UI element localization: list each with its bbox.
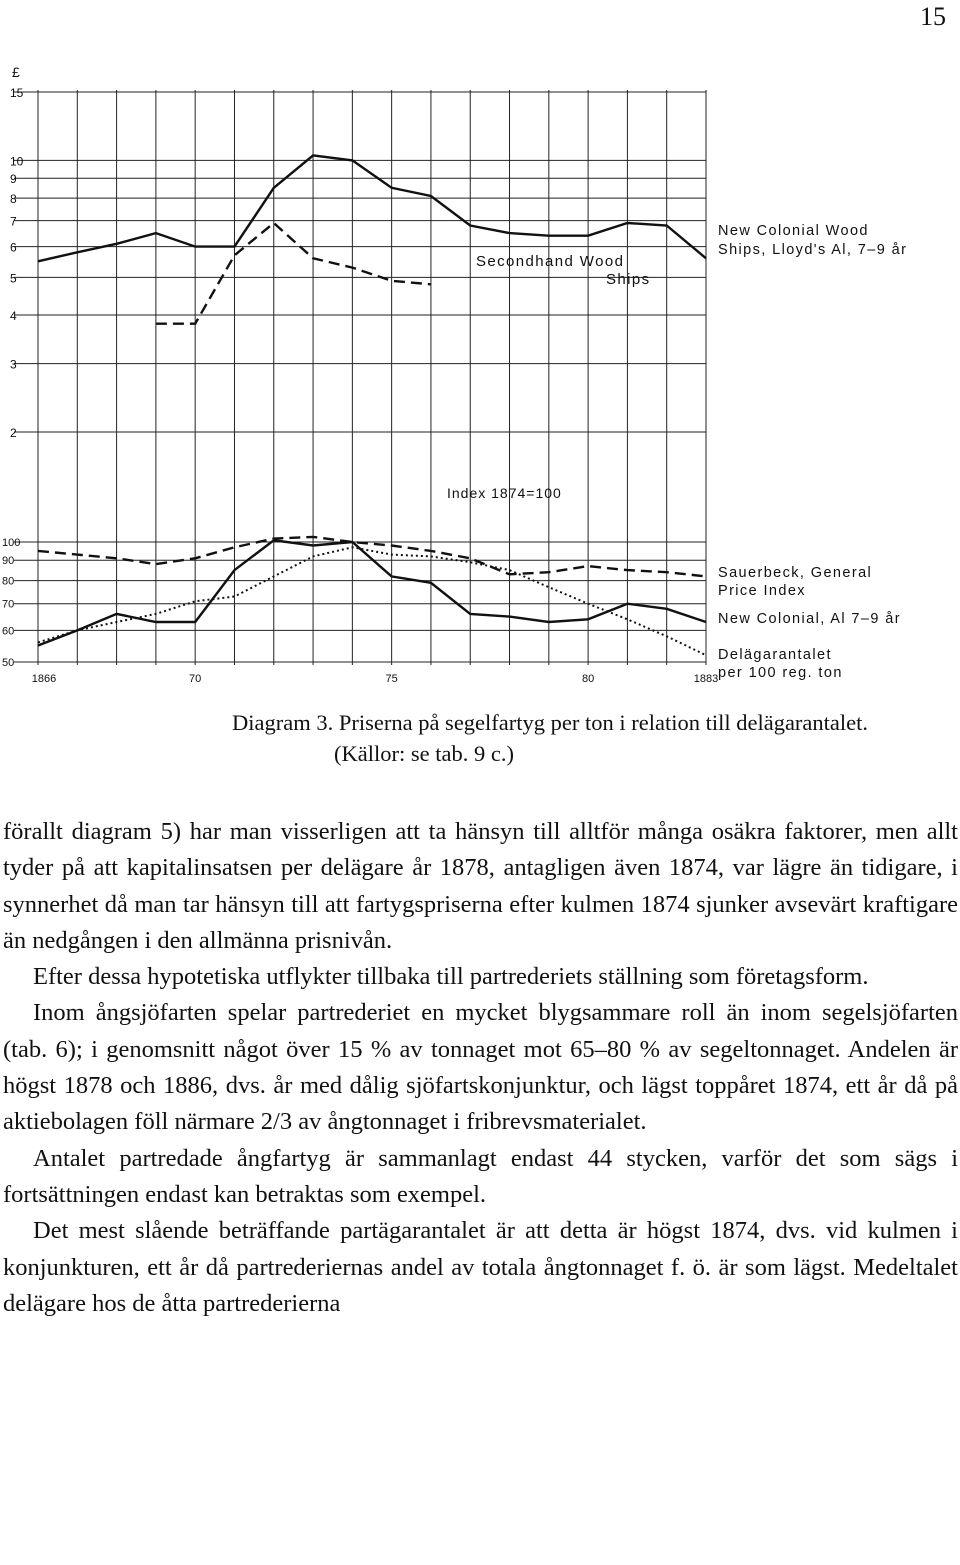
series-line xyxy=(38,155,706,261)
y-tick-label: 100 xyxy=(2,537,21,549)
y-tick-label: 15 xyxy=(10,86,24,100)
series-label: Sauerbeck, General xyxy=(718,565,873,581)
page-number: 15 xyxy=(920,2,946,31)
series-label: New Colonial, Al 7–9 år xyxy=(718,611,901,627)
paragraph: Inom ångsjöfarten spelar partrederiet en mycket blygsammare roll än inom segelsjöfarten (tab. 6); i genomsnitt något över 15 % av tonnaget mot 65–80 % av segeltonnaget. Andelen är högst 1878 och 1886, dvs. år med dålig sjöfartskonjunktur, och lägst toppåret 1874, ett år då på aktiebolagen föll närmare 2/3 av ångtonnaget i fribrevsmaterialet. xyxy=(3,999,958,1136)
y-tick-label: 60 xyxy=(2,625,15,638)
x-tick-label: 80 xyxy=(581,673,595,685)
y-tick-label: 2 xyxy=(10,426,17,440)
y-tick-label: 3 xyxy=(10,357,17,372)
y-tick-label: 5 xyxy=(10,271,17,286)
figure-caption-source: (Källor: se tab. 9 c.) xyxy=(334,741,514,766)
x-tick-label: 1866 xyxy=(31,673,57,685)
series-label: per 100 reg. ton xyxy=(718,665,843,681)
paragraph: Efter dessa hypotetiska utflykter tillbaka till partrederiets ställning som företagsform. xyxy=(33,963,869,991)
series-line xyxy=(38,537,706,577)
figure-caption: Diagram 3. Priserna på segelfartyg per ton i relation till delägarantalet. xyxy=(232,710,869,735)
y-tick-label: 70 xyxy=(2,598,15,611)
y-tick-label: 7 xyxy=(10,214,17,229)
price-diagram xyxy=(0,55,960,700)
series-label: Ships, Lloyd's Al, 7–9 år xyxy=(718,242,908,258)
x-tick-label: 1883 xyxy=(693,673,719,685)
index-label: Index 1874=100 xyxy=(447,485,562,501)
x-tick-label: 70 xyxy=(189,673,202,685)
paragraph: Det mest slående beträffande partägarantalet är att detta är högst 1874, dvs. vid kulmen i konjunkturen, ett år då partrederiernas andel av totala ångtonnaget f. ö. är som lägst. Medeltalet delägare hos de åtta partrederierna xyxy=(3,1217,958,1317)
series-label: Delägarantalet xyxy=(718,647,832,663)
y-tick-label: 6 xyxy=(10,240,17,255)
y-tick-label: 90 xyxy=(2,555,15,568)
series-line xyxy=(38,547,706,655)
y-tick-label: 80 xyxy=(2,575,15,588)
x-tick-label: 75 xyxy=(385,673,398,685)
paragraph: förallt diagram 5) har man visserligen att ta hänsyn till alltför många osäkra faktorer, men allt tyder på att kapitalinsatsen per delägare år 1878, antagligen även 1874, var lägre än tidigare, i synnerhet då man tar hänsyn till att fartygspriserna efter kulmen 1874 sjunker avsevärt kraftigare än nedgången i den allmänna prisnivån. xyxy=(3,818,958,954)
series-label: Ships xyxy=(606,271,651,288)
y-tick-label: 10 xyxy=(10,154,24,169)
y-unit-label: £ xyxy=(12,64,20,80)
y-tick-label: 4 xyxy=(10,309,17,324)
paragraph: Antalet partredade ångfartyg är sammanlagt endast 44 stycken, varför det som sägs i fortsättningen endast kan betraktas som exempel. xyxy=(3,1144,958,1208)
y-tick-label: 9 xyxy=(10,172,17,187)
y-tick-label: 8 xyxy=(10,192,17,207)
series-label: New Colonial Wood xyxy=(718,223,869,239)
series-line xyxy=(38,540,706,645)
series-label: Secondhand Wood xyxy=(476,253,625,270)
series-label: Price Index xyxy=(718,583,806,599)
body-text xyxy=(3,814,958,1322)
series-line xyxy=(156,223,431,324)
y-tick-label: 50 xyxy=(2,657,15,669)
